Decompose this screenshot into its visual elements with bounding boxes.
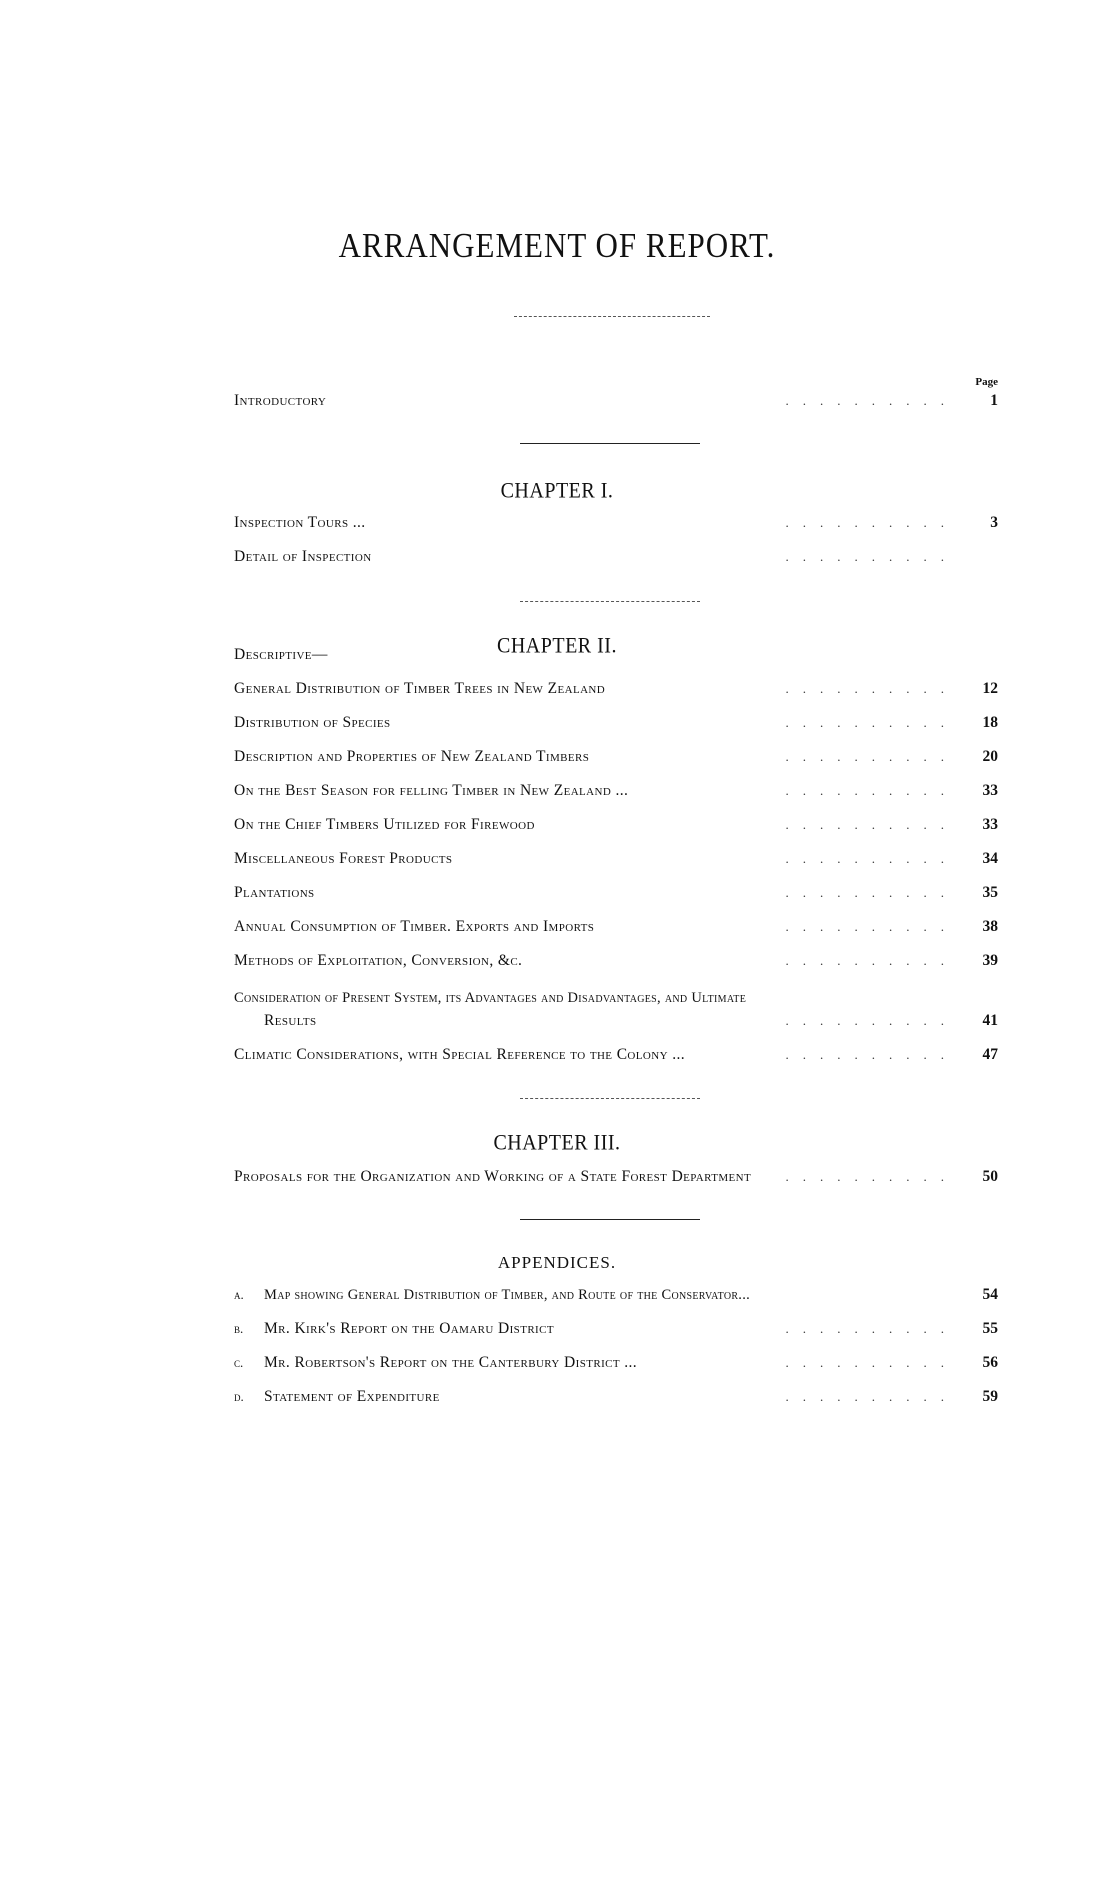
- entry-page: 34: [982, 850, 998, 867]
- entry-label: On the Chief Timbers Utilized for Firewood: [234, 816, 535, 833]
- entry-page: 38: [982, 918, 998, 935]
- entry-page: 56: [982, 1354, 998, 1371]
- toc-entry[interactable]: [234, 850, 998, 876]
- appendix-letter: c.: [234, 1355, 244, 1370]
- entry-page: 35: [982, 884, 998, 901]
- appendix-letter: a.: [234, 1287, 244, 1302]
- toc-entry[interactable]: [234, 782, 998, 808]
- section-divider: [520, 1098, 700, 1099]
- toc-entry[interactable]: [234, 1046, 998, 1072]
- toc-entry[interactable]: [234, 748, 998, 774]
- section-divider: [520, 443, 700, 444]
- toc-entry[interactable]: [234, 514, 998, 540]
- entry-label: Introductory: [234, 392, 327, 409]
- leader-dots: ..........: [785, 817, 958, 832]
- toc-entry[interactable]: [234, 952, 998, 978]
- entry-page: 55: [982, 1320, 998, 1337]
- chapter-heading: CHAPTER II.: [497, 633, 617, 659]
- page-column-label: Page: [975, 376, 998, 388]
- entry-page: 20: [982, 748, 998, 765]
- entry-page: 33: [982, 782, 998, 799]
- toc-entry-line: Consideration of Present System, its Advantages and Disadvantages, and Ultimate: [234, 990, 747, 1006]
- leader-dots: ..........: [785, 549, 958, 564]
- appendix-letter: b.: [234, 1321, 244, 1336]
- appendix-entry[interactable]: [234, 1320, 998, 1346]
- entry-label: Mr. Kirk's Report on the Oamaru District: [264, 1320, 554, 1337]
- appendix-entry[interactable]: [234, 1286, 998, 1312]
- leader-dots: ..........: [785, 681, 958, 696]
- entry-label: General Distribution of Timber Trees in New Zealand: [234, 680, 606, 697]
- leader-dots: ..........: [785, 885, 958, 900]
- appendix-entry[interactable]: [234, 1354, 998, 1380]
- entry-page: 33: [982, 816, 998, 833]
- entry-label: Annual Consumption of Timber. Exports and Imports: [234, 918, 595, 935]
- leader-dots: ..........: [785, 783, 958, 798]
- entry-label: Detail of Inspection: [234, 548, 372, 565]
- page-title: ARRANGEMENT OF REPORT.: [338, 225, 776, 266]
- entry-label: Mr. Robertson's Report on the Canterbury District ...: [264, 1354, 638, 1371]
- leader-dots: ..........: [785, 1169, 958, 1184]
- leader-dots: ..........: [785, 1013, 958, 1028]
- entry-label: Climatic Considerations, with Special Reference to the Colony ...: [234, 1046, 686, 1063]
- entry-label: Map showing General Distribution of Timber, and Route of the Conservator...: [264, 1287, 751, 1303]
- leader-dots: ..........: [785, 1047, 958, 1062]
- entry-label: On the Best Season for felling Timber in New Zealand ...: [234, 782, 629, 799]
- leader-dots: ..........: [785, 1321, 958, 1336]
- leader-dots: ..........: [785, 953, 958, 968]
- entry-page: 12: [982, 680, 998, 697]
- leader-dots: ..........: [785, 851, 958, 866]
- appendices-heading: APPENDICES.: [497, 1253, 617, 1272]
- entry-label: Description and Properties of New Zealand Timbers: [234, 748, 590, 765]
- entry-page: 54: [982, 1286, 998, 1303]
- entry-label: Statement of Expenditure: [264, 1388, 440, 1405]
- section-divider: [520, 1219, 700, 1220]
- leader-dots: ..........: [785, 919, 958, 934]
- leader-dots: ..........: [785, 715, 958, 730]
- leader-dots: ..........: [785, 1355, 958, 1370]
- entry-label: Methods of Exploitation, Conversion, &c.: [234, 952, 523, 969]
- toc-entry[interactable]: [234, 816, 998, 842]
- entry-label: Inspection Tours ...: [234, 514, 366, 531]
- toc-entry[interactable]: [234, 884, 998, 910]
- toc-entry[interactable]: [264, 1012, 998, 1038]
- entry-page: 39: [982, 952, 998, 969]
- entry-page: 3: [990, 514, 998, 531]
- appendix-entry[interactable]: [234, 1388, 998, 1414]
- entry-page: 50: [982, 1168, 998, 1185]
- leader-dots: ..........: [785, 515, 958, 530]
- entry-label: Plantations: [234, 884, 315, 901]
- toc-entry[interactable]: [234, 714, 998, 740]
- chapter-heading: CHAPTER I.: [500, 478, 614, 504]
- toc-entry[interactable]: [234, 548, 998, 574]
- entry-label: Distribution of Species: [234, 714, 391, 731]
- toc-entry[interactable]: [234, 680, 998, 706]
- entry-page: 1: [990, 392, 998, 409]
- entry-page: 41: [982, 1012, 998, 1029]
- section-label: Descriptive—: [234, 646, 328, 663]
- toc-entry[interactable]: [234, 1168, 998, 1194]
- section-divider: [520, 601, 700, 602]
- leader-dots: ..........: [785, 1389, 958, 1404]
- entry-label: Results: [264, 1012, 317, 1029]
- entry-page: 18: [982, 714, 998, 731]
- entry-page: 59: [982, 1388, 998, 1405]
- title-divider: [514, 316, 710, 317]
- appendix-letter: d.: [234, 1389, 244, 1404]
- toc-entry[interactable]: [234, 918, 998, 944]
- entry-page: 47: [982, 1046, 998, 1063]
- chapter-heading: CHAPTER III.: [493, 1130, 621, 1156]
- entry-label: Proposals for the Organization and Working of a State Forest Department: [234, 1168, 752, 1185]
- toc-entry-introductory[interactable]: [234, 392, 998, 418]
- entry-label: Miscellaneous Forest Products: [234, 850, 453, 867]
- leader-dots: ..........: [785, 393, 958, 408]
- leader-dots: ..........: [785, 749, 958, 764]
